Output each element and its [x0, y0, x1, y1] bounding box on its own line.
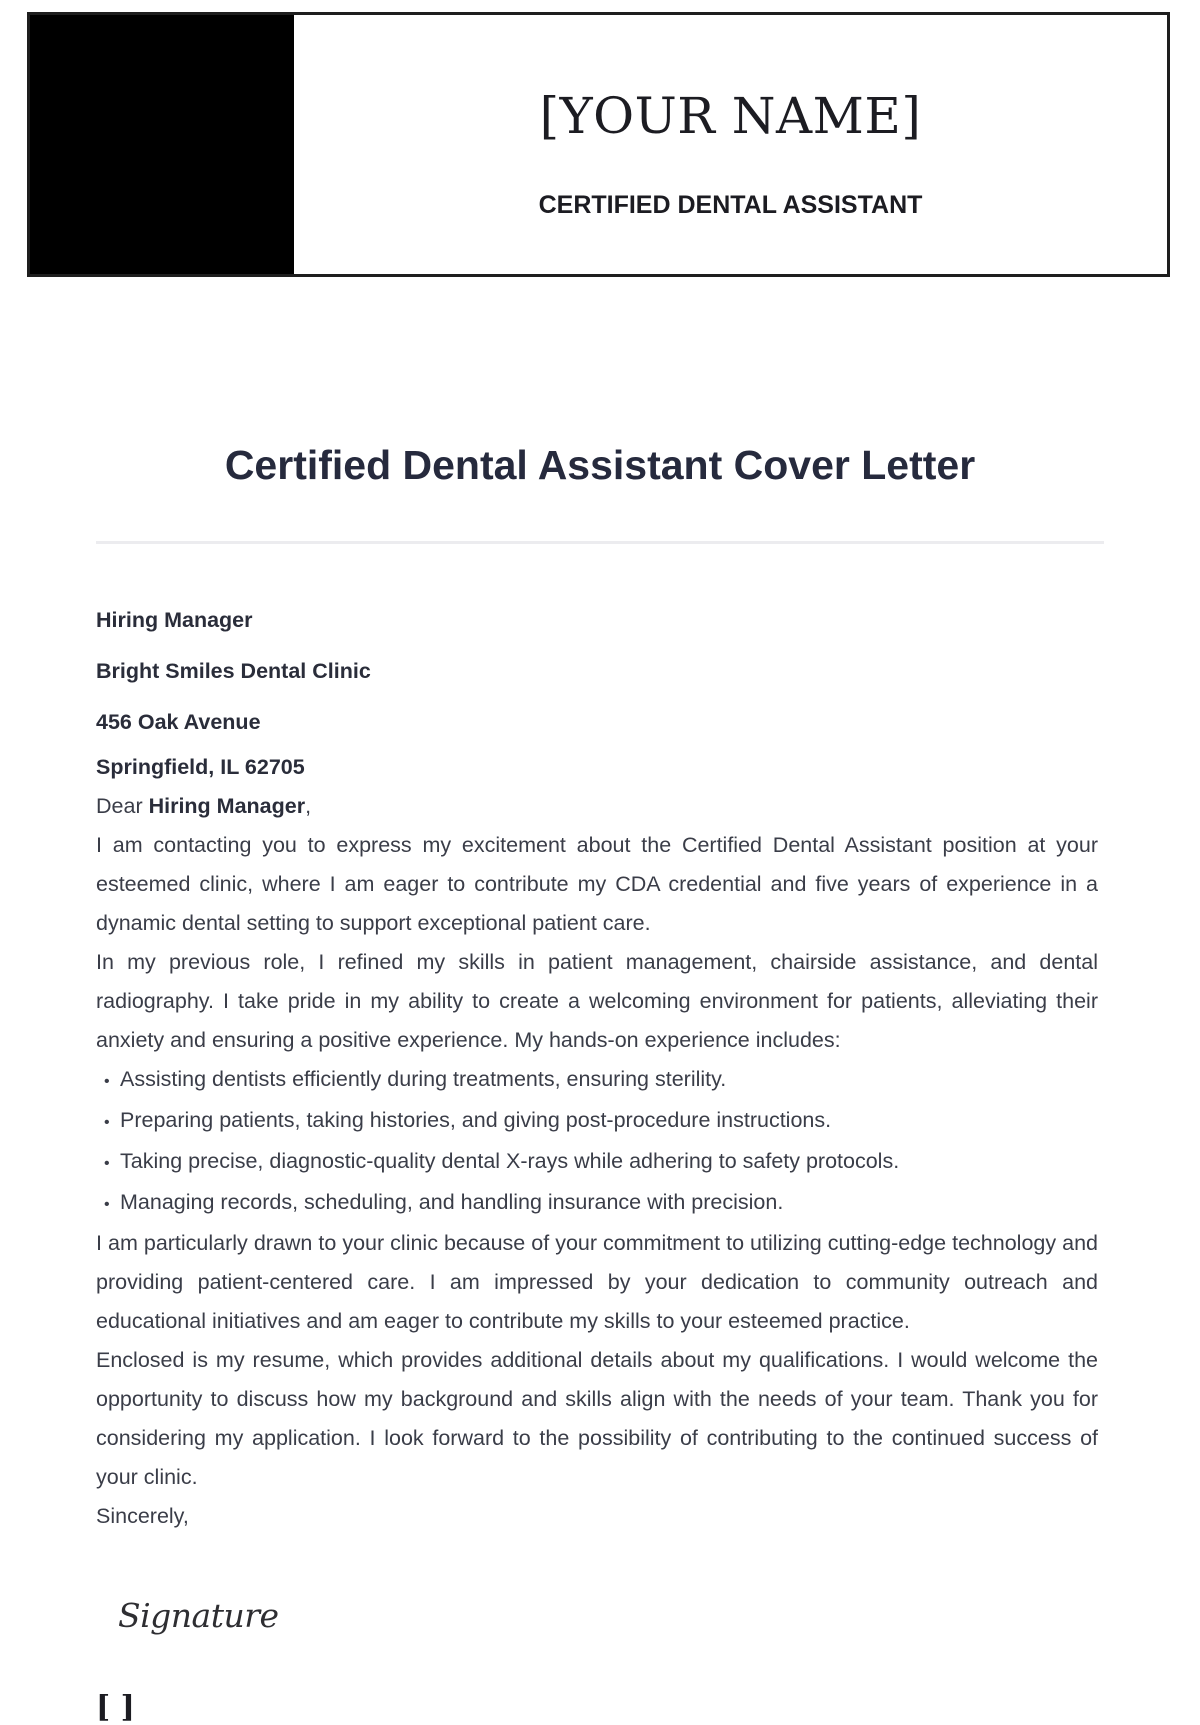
greeting-prefix: Dear: [96, 794, 149, 818]
experience-list: [96, 1060, 1098, 1224]
header-banner: [27, 12, 1170, 277]
list-item-text: Taking precise, diagnostic-quality dental X-rays while adhering to safety protocols.: [120, 1149, 900, 1173]
paragraph-intro: I am contacting you to express my excitement about the Certified Dental Assistant position at your esteemed clinic, where I am eager to contribute my CDA credential and five years of experience in a dynamic dental setting to support exceptional patient care.: [96, 833, 1098, 935]
bottom-name-fragment: [ ]: [96, 1690, 135, 1725]
greeting-name: Hiring Manager: [148, 794, 306, 818]
list-item: [96, 1183, 1098, 1224]
paragraph-experience: In my previous role, I refined my skills in patient management, chairside assistance, and dental radiography. I take pride in my ability to create a welcoming environment for patients, alleviating their anxiety and ensuring a positive experience. My hands-on experience includes:: [96, 950, 1098, 1052]
header-black-block: [30, 15, 294, 274]
letter-body: [96, 595, 1098, 1536]
list-item: [96, 1060, 1098, 1101]
bullet-icon: •: [104, 1114, 110, 1131]
list-item-text: Assisting dentists efficiently during treatments, ensuring sterility.: [120, 1067, 727, 1091]
title-divider: [96, 541, 1104, 544]
list-item: [96, 1101, 1098, 1142]
bullet-icon: •: [104, 1196, 110, 1213]
signature: Signature: [118, 1596, 279, 1635]
greeting-suffix: ,: [305, 794, 312, 818]
sign-off: Sincerely,: [96, 1504, 189, 1528]
recipient-title: Hiring Manager: [96, 608, 253, 632]
applicant-name: [YOUR NAME]: [539, 87, 922, 145]
recipient-company: Bright Smiles Dental Clinic: [96, 659, 371, 683]
applicant-role: CERTIFIED DENTAL ASSISTANT: [538, 191, 923, 219]
list-item-text: Preparing patients, taking histories, and giving post-procedure instructions.: [120, 1108, 832, 1132]
document-title: Certified Dental Assistant Cover Letter: [224, 442, 976, 488]
bullet-icon: •: [104, 1073, 110, 1090]
bullet-icon: •: [104, 1155, 110, 1172]
recipient-city: Springfield, IL 62705: [96, 755, 305, 779]
list-item-text: Managing records, scheduling, and handling insurance with precision.: [120, 1190, 784, 1214]
paragraph-closing: Enclosed is my resume, which provides additional details about my qualifications. I would welcome the opportunity to discuss how my background and skills align with the needs of your team. Thank you for considering my application. I look forward to the possibility of contributing to the continued success of your clinic.: [96, 1348, 1098, 1489]
recipient-street: 456 Oak Avenue: [96, 710, 261, 734]
paragraph-motivation: I am particularly drawn to your clinic because of your commitment to utilizing cutting-edge technology and providing patient-centered care. I am impressed by your dedication to community outreach and educational initiatives and am eager to contribute my skills to your esteemed practice.: [96, 1231, 1098, 1333]
greeting: [96, 787, 1098, 826]
list-item: [96, 1142, 1098, 1183]
